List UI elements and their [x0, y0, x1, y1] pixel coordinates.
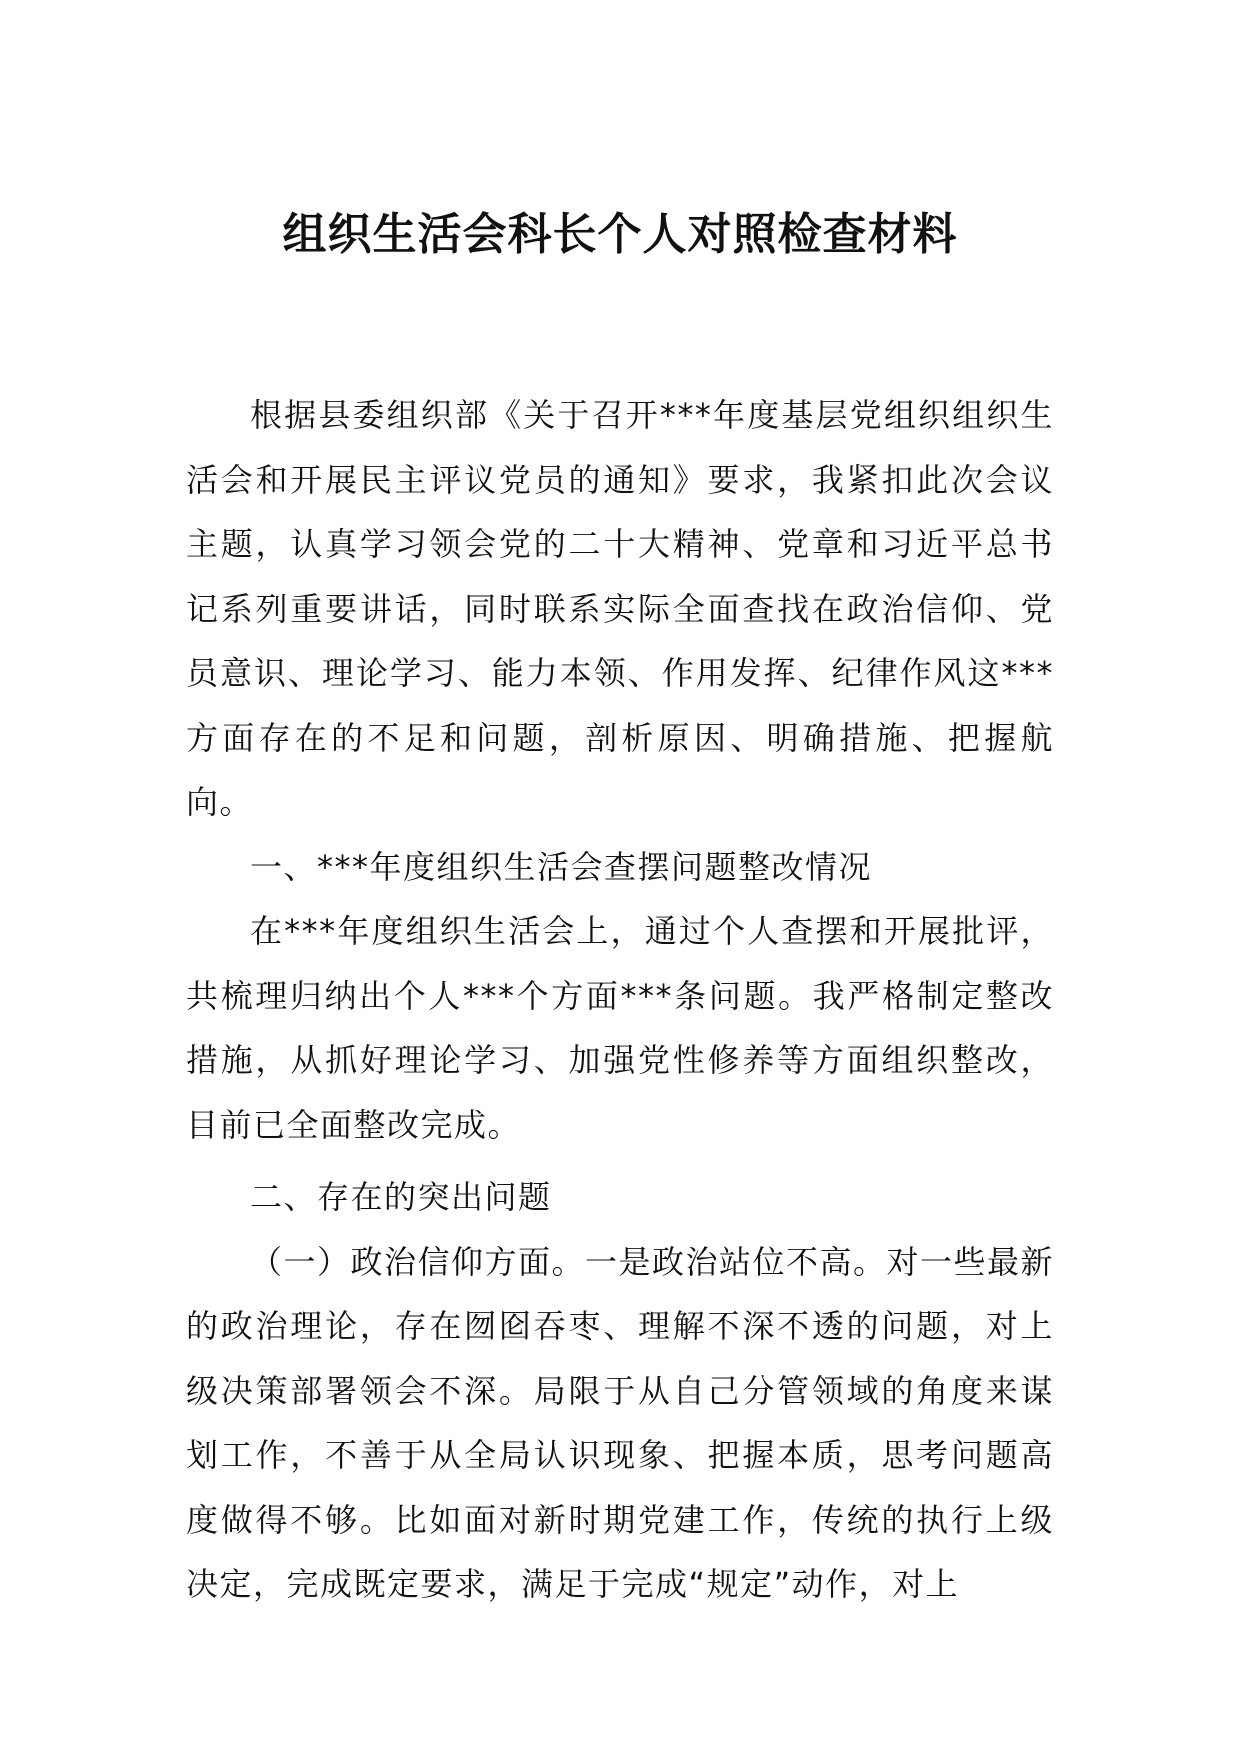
- section-heading-2: 二、存在的突出问题: [250, 1178, 552, 1216]
- document-body: [186, 383, 1054, 1617]
- document-title: 组织生活会科长个人对照检查材料: [282, 209, 958, 260]
- intro-paragraph: 根据县委组织部《关于召开***年度基层党组织组织生活会和开展民主评议党员的通知》要求，我紧扣此次会议主题，认真学习领会党的二十大精神、党章和习近平总书记系列重要讲话，同时联系实际全面查找在政治信仰、党员意识、理论学习、能力本领、作用发挥、纪律作风这***方面存在的不足和问题，剖析原因、明确措施、把握航向。: [186, 396, 1054, 821]
- section-heading-1: 一、***年度组织生活会查摆问题整改情况: [250, 847, 873, 886]
- section-1-paragraph: 在***年度组织生活会上，通过个人查摆和开展批评，共梳理归纳出个人***个方面***条问题。我严格制定整改措施，从抓好理论学习、加强党性修养等方面组织整改，目前已全面整改完成。: [186, 912, 1054, 1144]
- subsection-paragraph-political-belief: （一）政治信仰方面。一是政治站位不高。对一些最新的政治理论，存在囫囵吞枣、理解不深不透的问题，对上级决策部署领会不深。局限于从自己分管领域的角度来谋划工作，不善于从全局认识现象、把握本质，思考问题高度做得不够。比如面对新时期党建工作，传统的执行上级决定，完成既定要求，满足于完成“规定”动作，对上: [186, 1242, 1055, 1603]
